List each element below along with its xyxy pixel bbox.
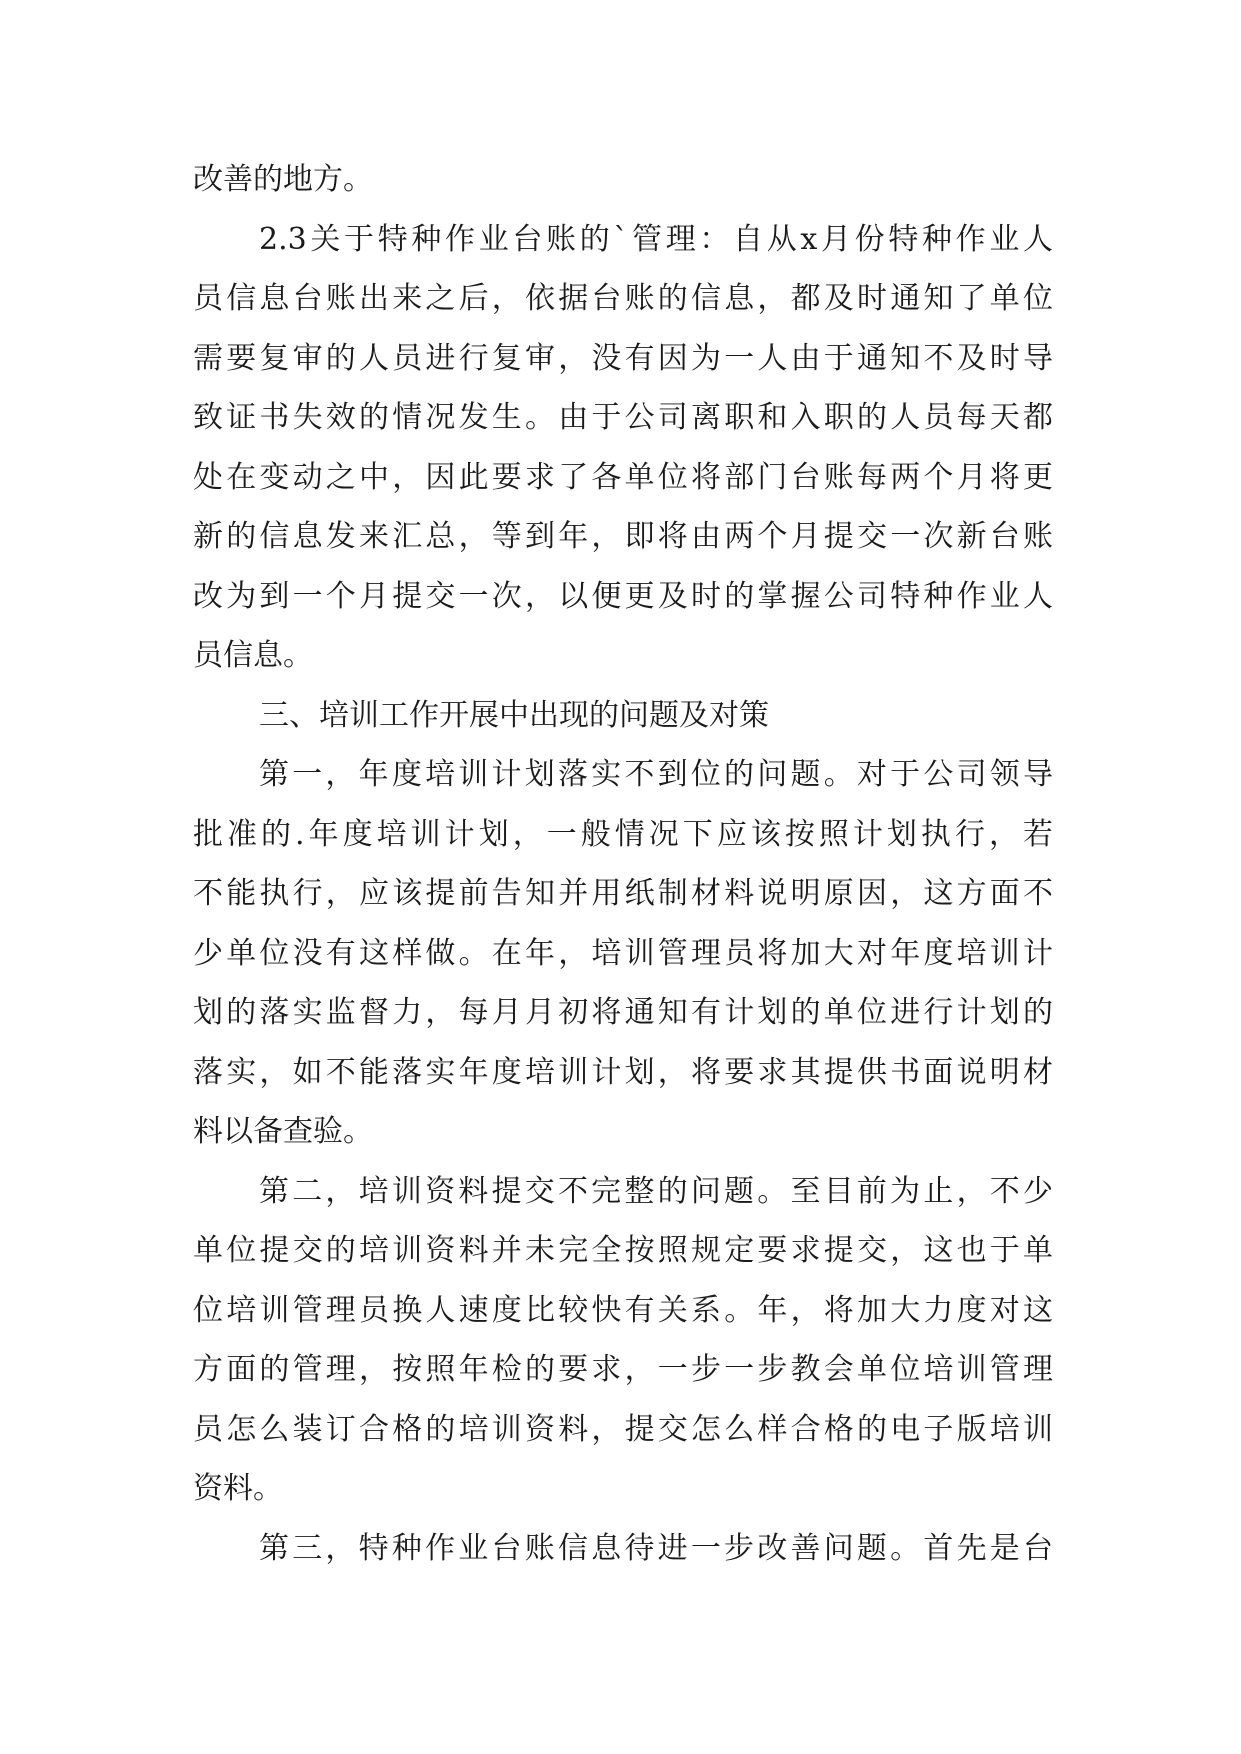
text-line: 方面的管理，按照年检的要求，一步一步教会单位培训管理 (193, 1352, 1053, 1387)
text-line: 少单位没有这样做。在年，培训管理员将加大对年度培训计 (193, 935, 1053, 971)
text-line: 不能执行，应该提前告知并用纸制材料说明原因，这方面不 (193, 876, 1053, 911)
section-heading: 三、培训工作开展中出现的问题及对策 (259, 697, 769, 733)
text-line: 位培训管理员换人速度比较快有关系。年，将加大力度对这 (193, 1292, 1053, 1328)
text-line: 第一，年度培训计划落实不到位的问题。对于公司领导 (259, 757, 1053, 792)
text-line: 需要复审的人员进行复审，没有因为一人由于通知不及时导 (193, 340, 1053, 376)
text-line: 2.3关于特种作业台账的`管理：自从x月份特种作业人 (259, 221, 1053, 257)
text-line: 资料。 (193, 1471, 283, 1506)
text-line: 改为到一个月提交一次，以便更及时的掌握公司特种作业人 (193, 578, 1053, 614)
text-line: 料以备查验。 (193, 1114, 373, 1149)
text-line: 员信息台账出来之后，依据台账的信息，都及时通知了单位 (193, 281, 1053, 316)
text-line: 单位提交的培训资料并未完全按照规定要求提交，这也于单 (193, 1233, 1053, 1268)
text-line: 第三，特种作业台账信息待进一步改善问题。首先是台 (259, 1530, 1053, 1566)
text-line: 处在变动之中，因此要求了各单位将部门台账每两个月将更 (193, 459, 1053, 495)
text-line: 第二，培训资料提交不完整的问题。至目前为止，不少 (259, 1173, 1053, 1209)
text-line: 落实，如不能落实年度培训计划，将要求其提供书面说明材 (193, 1054, 1053, 1090)
text-line: 新的信息发来汇总，等到年，即将由两个月提交一次新台账 (193, 519, 1053, 554)
text-line: 批准的.年度培训计划，一般情况下应该按照计划执行，若 (193, 816, 1053, 852)
text-line: 划的落实监督力，每月月初将通知有计划的单位进行计划的 (193, 995, 1053, 1030)
text-line: 员信息。 (193, 638, 313, 673)
text-line: 致证书失效的情况发生。由于公司离职和入职的人员每天都 (193, 400, 1053, 435)
document-body (193, 150, 1053, 1578)
text-line: 改善的地方。 (193, 162, 373, 197)
text-line: 员怎么装订合格的培训资料，提交怎么样合格的电子版培训 (193, 1411, 1053, 1447)
